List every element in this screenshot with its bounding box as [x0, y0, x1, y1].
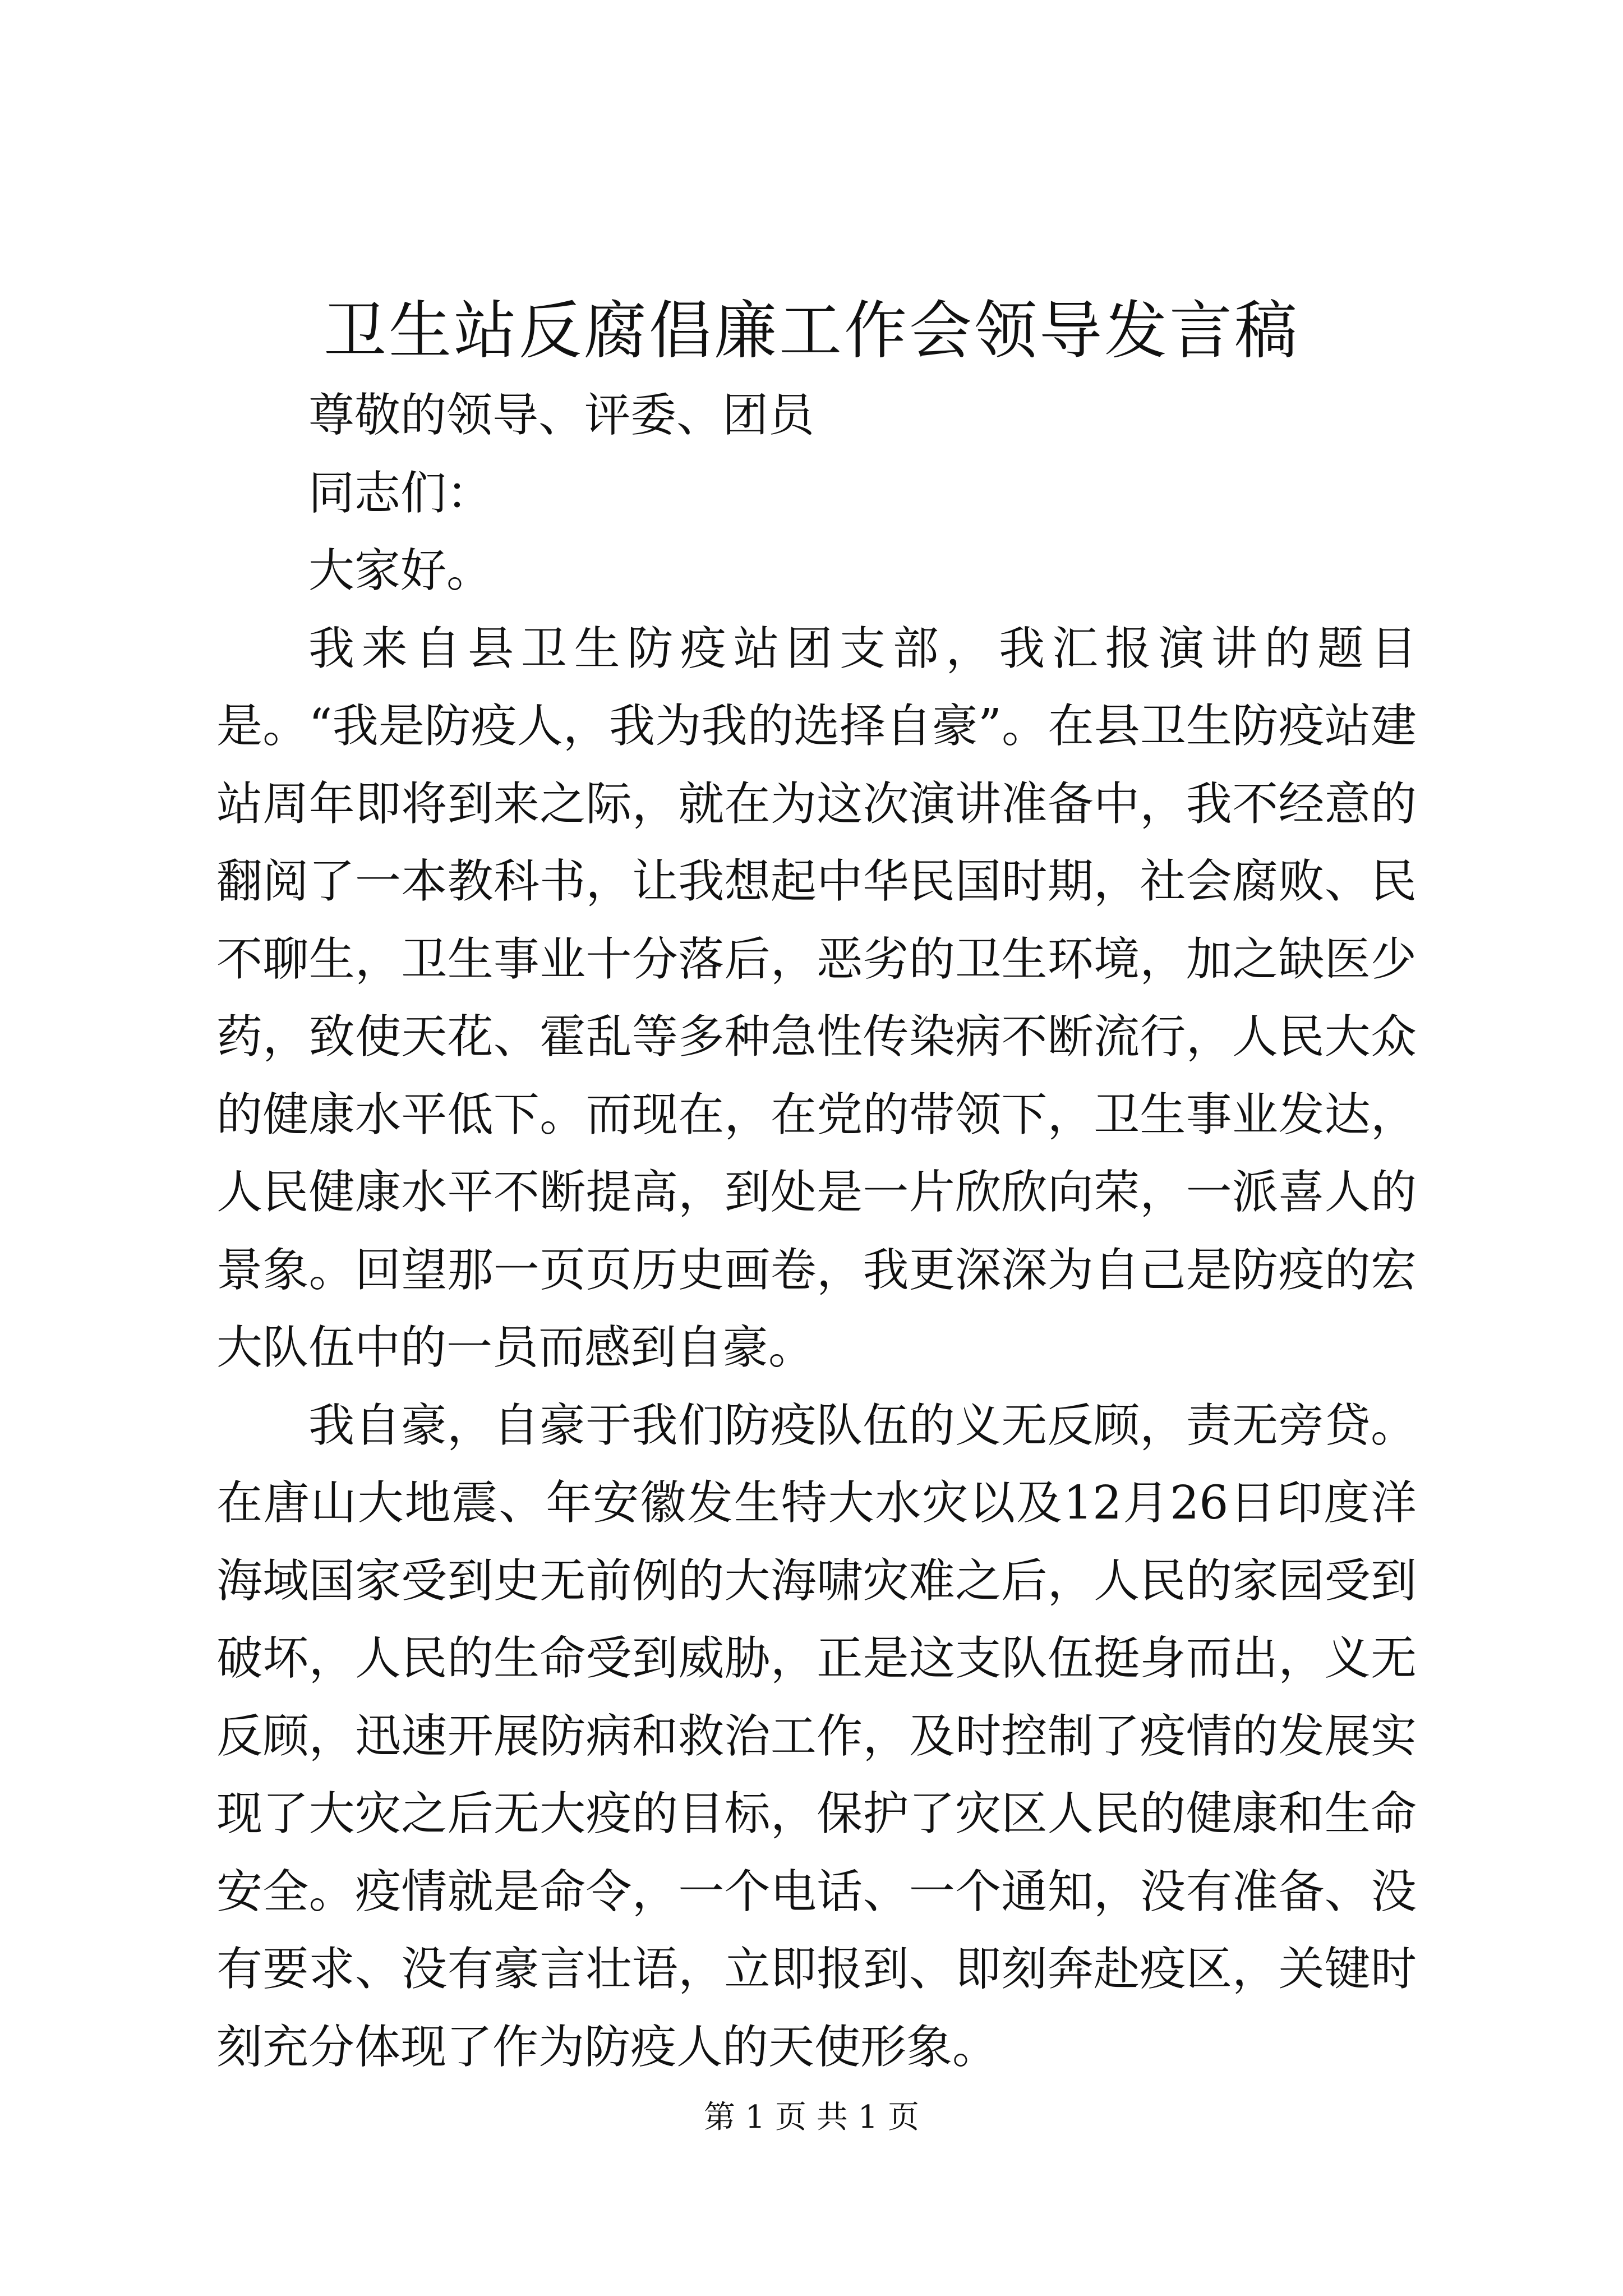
document-title: 卫生站反腐倡廉工作会领导发言稿 — [324, 295, 1299, 367]
body-paragraph: 我来自县卫生防疫站团支部，我汇报演讲的题目是。“我是防疫人，我为我的选择自豪”。在县卫生防疫站建站周年即将到来之际，就在为这次演讲准备中，我不经意的翻阅了一本教科书，让我想起中华民国时期，社会腐败、民不聊生，卫生事业十分落后，恶劣的卫生环境，加之缺医少药，致使天花、霍乱等多种急性传染病不断流行，人民大众的健康水平低下。而现在，在党的带领下，卫生事业发达，人民健康水平不断提高，到处是一片欣欣向荣，一派喜人的景象。回望那一页页历史画卷，我更深深为自己是防疫的宏大队伍中的一员而感到自豪。 — [216, 622, 1417, 1374]
document-body — [216, 377, 1417, 2086]
body-paragraph: 我自豪，自豪于我们防疫队伍的义无反顾，责无旁贷。在唐山大地震、年安徽发生特大水灾以及12月26日印度洋海域国家受到史无前例的大海啸灾难之后，人民的家园受到破坏，人民的生命受到威胁，正是这支队伍挺身而出，义无反顾，迅速开展防病和救治工作，及时控制了疫情的发展实现了大灾之后无大疫的目标，保护了灾区人民的健康和生命安全。疫情就是命令，一个电话、一个通知，没有准备、没有要求、没有豪言壮语，立即报到、即刻奔赴疫区，关键时刻充分体现了作为防疫人的天使形象。 — [216, 1398, 1417, 2074]
salutation-line: 尊敬的领导、评委、团员 — [308, 389, 815, 442]
greeting-line: 大家好。 — [308, 544, 493, 597]
page-number-footer: 第 1 页 共 1 页 — [703, 2099, 920, 2136]
salutation-line: 同志们： — [308, 466, 493, 520]
